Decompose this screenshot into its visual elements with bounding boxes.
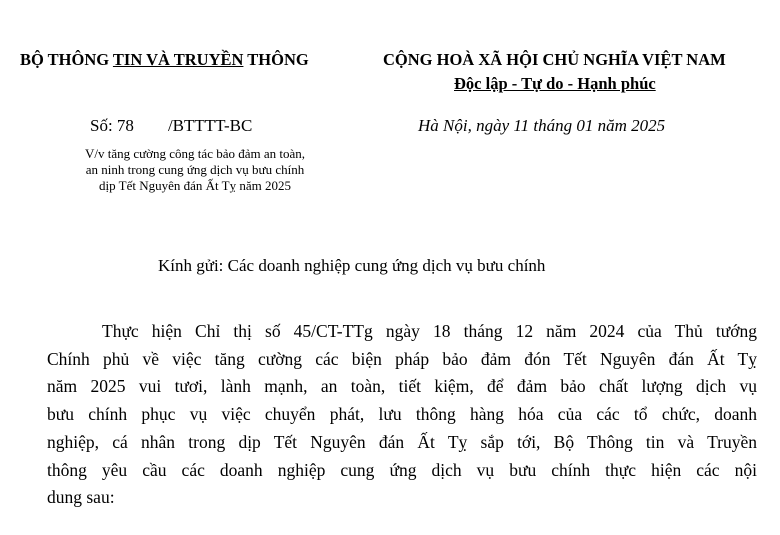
subject-line: an ninh trong cung ứng dịch vụ bưu chính [85, 162, 305, 177]
ministry-part-1: BỘ THÔNG [20, 50, 113, 69]
body-line: năm 2025 vui tươi, lành mạnh, an toàn, tiết kiệm, để đảm bảo chất lượng dịch vụ [47, 376, 757, 397]
ministry-part-2-underlined: TIN VÀ TRUYỀN [112, 50, 244, 69]
subject-line: V/v tăng cường công tác bảo đảm an toàn, [84, 146, 306, 161]
body-line: bưu chính phục vụ việc chuyển phát, lưu thông hàng hóa của các tổ chức, doanh [47, 404, 757, 425]
recipient-line: Kính gửi: Các doanh nghiệp cung ứng dịch vụ bưu chính [158, 256, 546, 275]
body-line: nghiệp, cá nhân trong dịp Tết Nguyên đán Ất Tỵ sắp tới, Bộ Thông tin và Truyền [47, 431, 757, 452]
place-and-date: Hà Nội, ngày 11 tháng 01 năm 2025 [418, 116, 666, 135]
country-name: CỘNG HOÀ XÃ HỘI CHỦ NGHĨA VIỆT NAM [383, 50, 726, 69]
document-number-suffix: /BTTTT-BC [167, 116, 253, 135]
issuing-ministry [20, 50, 309, 70]
document-number [90, 116, 252, 136]
body-line: thông yêu cầu các doanh nghiệp cung ứng dịch vụ bưu chính thực hiện các nội [47, 459, 757, 480]
body-line: Thực hiện Chỉ thị số 45/CT-TTg ngày 18 tháng 12 năm 2024 của Thủ tướng [102, 321, 757, 341]
document-number-prefix: Số: 78 [90, 116, 134, 135]
subject-summary [20, 146, 370, 194]
body-line: dung sau: [47, 487, 115, 508]
body-paragraph [47, 318, 757, 512]
body-line: Chính phủ về việc tăng cường các biện pháp bảo đảm đón Tết Nguyên đán Ất Tỵ [47, 348, 757, 369]
national-motto: Độc lập - Tự do - Hạnh phúc [454, 74, 656, 93]
ministry-part-3: THÔNG [243, 50, 309, 69]
subject-line: dịp Tết Nguyên đán Ất Tỵ năm 2025 [99, 178, 291, 193]
